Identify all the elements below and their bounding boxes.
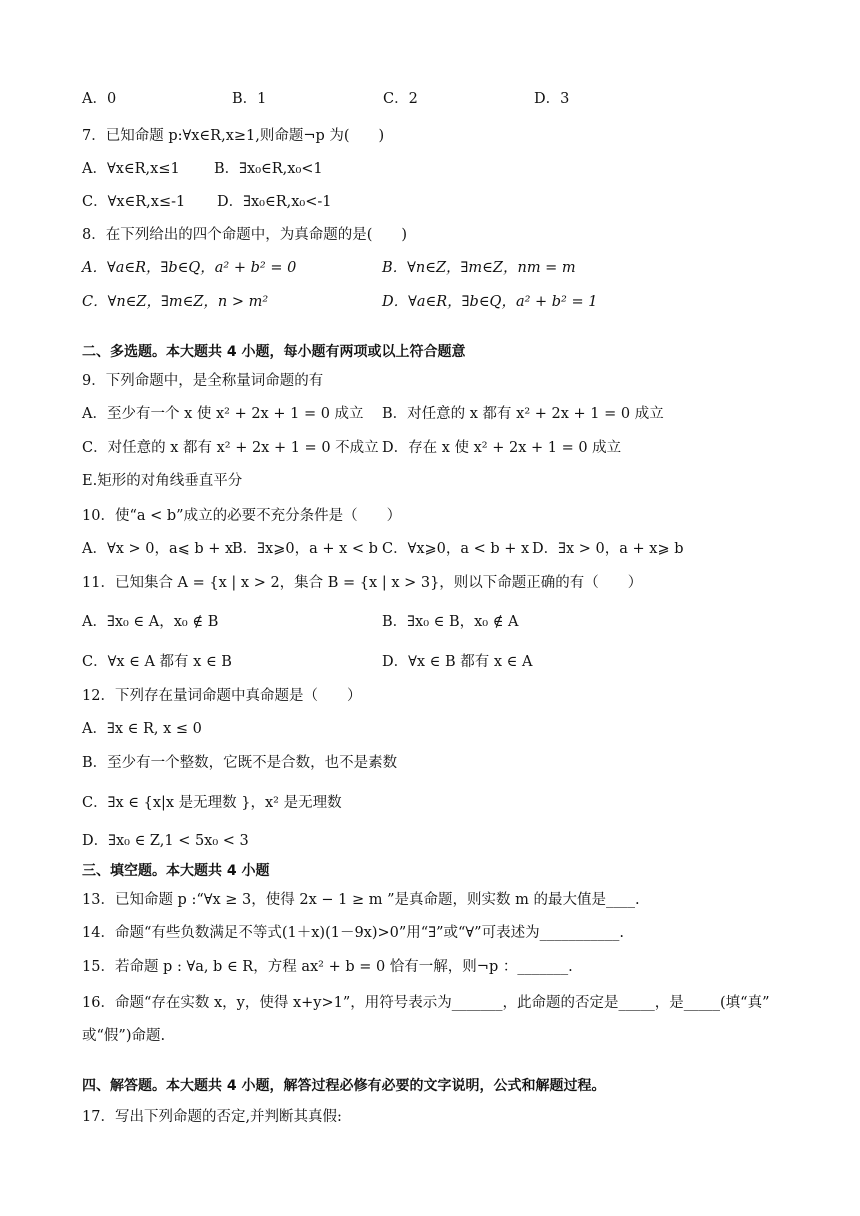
q9-option-d: D．存在 x 使 x² + 2x + 1 = 0 成立: [382, 440, 622, 456]
q10-option-c: C．∀x⩾0，a < b + x: [382, 541, 530, 557]
q12-option-c: C．∃x ∈ {x|x 是无理数 }，x² 是无理数: [82, 795, 342, 811]
q8-option-d: D．∀a∈R，∃b∈Q，a² + b² = 1: [382, 294, 598, 310]
q7-option-a: A．∀x∈R,x≤1: [82, 161, 180, 177]
q7-option-c: C．∀x∈R,x≤-1: [82, 194, 186, 210]
q15: 15．若命题 p : ∀a, b ∈ R，方程 ax² + b = 0 恰有一解，则¬p ：_______.: [82, 959, 573, 975]
q16-line-1: 16．命题“存在实数 x，y，使得 x+y>1”，用符号表示为_______，此命题的否定是_____，是_____(填“真”: [82, 995, 770, 1011]
q6-option-a: A．0: [82, 91, 117, 107]
q12-option-d: D．∃x₀ ∈ Z,1 < 5x₀ < 3: [82, 833, 249, 849]
q16-line-2: 或“假”)命题.: [82, 1028, 166, 1044]
q8-stem: 8．在下列给出的四个命题中，为真命题的是( ): [82, 227, 408, 243]
q11-option-d: D．∀x ∈ B 都有 x ∈ A: [382, 654, 533, 670]
q10-option-b: B．∃x⩾0，a + x < b: [232, 541, 378, 557]
q9-option-e: E.矩形的对角线垂直平分: [82, 473, 243, 489]
q9-option-c: C．对任意的 x 都有 x² + 2x + 1 = 0 不成立: [82, 440, 379, 456]
q9-option-b: B．对任意的 x 都有 x² + 2x + 1 = 0 成立: [382, 406, 664, 422]
q11-option-b: B．∃x₀ ∈ B，x₀ ∉ A: [382, 614, 519, 630]
q17: 17．写出下列命题的否定,并判断其真假:: [82, 1109, 342, 1125]
q6-option-b: B．1: [232, 91, 267, 107]
section-3-heading: 三、填空题。本大题共 4 小题: [82, 863, 270, 879]
q9-option-a: A．至少有一个 x 使 x² + 2x + 1 = 0 成立: [82, 406, 364, 422]
q11-stem: 11．已知集合 A = {x | x > 2，集合 B = {x | x > 3}，则以下命题正确的有（ ）: [82, 575, 643, 591]
q14: 14．命题“有些负数满足不等式(1＋x)(1－9x)>0”用“∃”或“∀”可表述为___________.: [82, 925, 624, 941]
q12-option-b: B．至少有一个整数，它既不是合数，也不是素数: [82, 755, 398, 771]
q9-stem: 9．下列命题中，是全称量词命题的有: [82, 373, 324, 389]
q6-option-d: D．3: [534, 91, 570, 107]
q8-option-b: B．∀n∈Z，∃m∈Z，nm = m: [382, 260, 576, 276]
q7-option-b: B．∃x₀∈R,x₀<1: [214, 161, 323, 177]
q7-stem: 7．已知命题 p:∀x∈R,x≥1,则命题¬p 为( ): [82, 128, 385, 144]
q13: 13．已知命题 p :“∀x ≥ 3，使得 2x − 1 ≥ m ”是真命题，则实数 m 的最大值是____.: [82, 892, 640, 908]
q7-option-d: D．∃x₀∈R,x₀<-1: [217, 194, 332, 210]
section-4-heading: 四、解答题。本大题共 4 小题，解答过程必修有必要的文字说明，公式和解题过程。: [82, 1078, 606, 1094]
q12-stem: 12．下列存在量词命题中真命题是（ ）: [82, 688, 362, 704]
q6-option-c: C．2: [383, 91, 418, 107]
q12-option-a: A．∃x ∈ R, x ≤ 0: [82, 721, 202, 737]
q8-option-a: A．∀a∈R，∃b∈Q，a² + b² = 0: [82, 260, 297, 276]
q10-option-d: D．∃x > 0，a + x⩾ b: [532, 541, 684, 557]
section-2-heading: 二、多选题。本大题共 4 小题，每小题有两项或以上符合题意: [82, 344, 466, 360]
q10-option-a: A．∀x > 0，a⩽ b + x: [82, 541, 234, 557]
q10-stem: 10．使“a < b”成立的必要不充分条件是（ ）: [82, 508, 402, 524]
q11-option-c: C．∀x ∈ A 都有 x ∈ B: [82, 654, 232, 670]
q8-option-c: C．∀n∈Z，∃m∈Z，n > m²: [82, 294, 269, 310]
q11-option-a: A．∃x₀ ∈ A，x₀ ∉ B: [82, 614, 219, 630]
